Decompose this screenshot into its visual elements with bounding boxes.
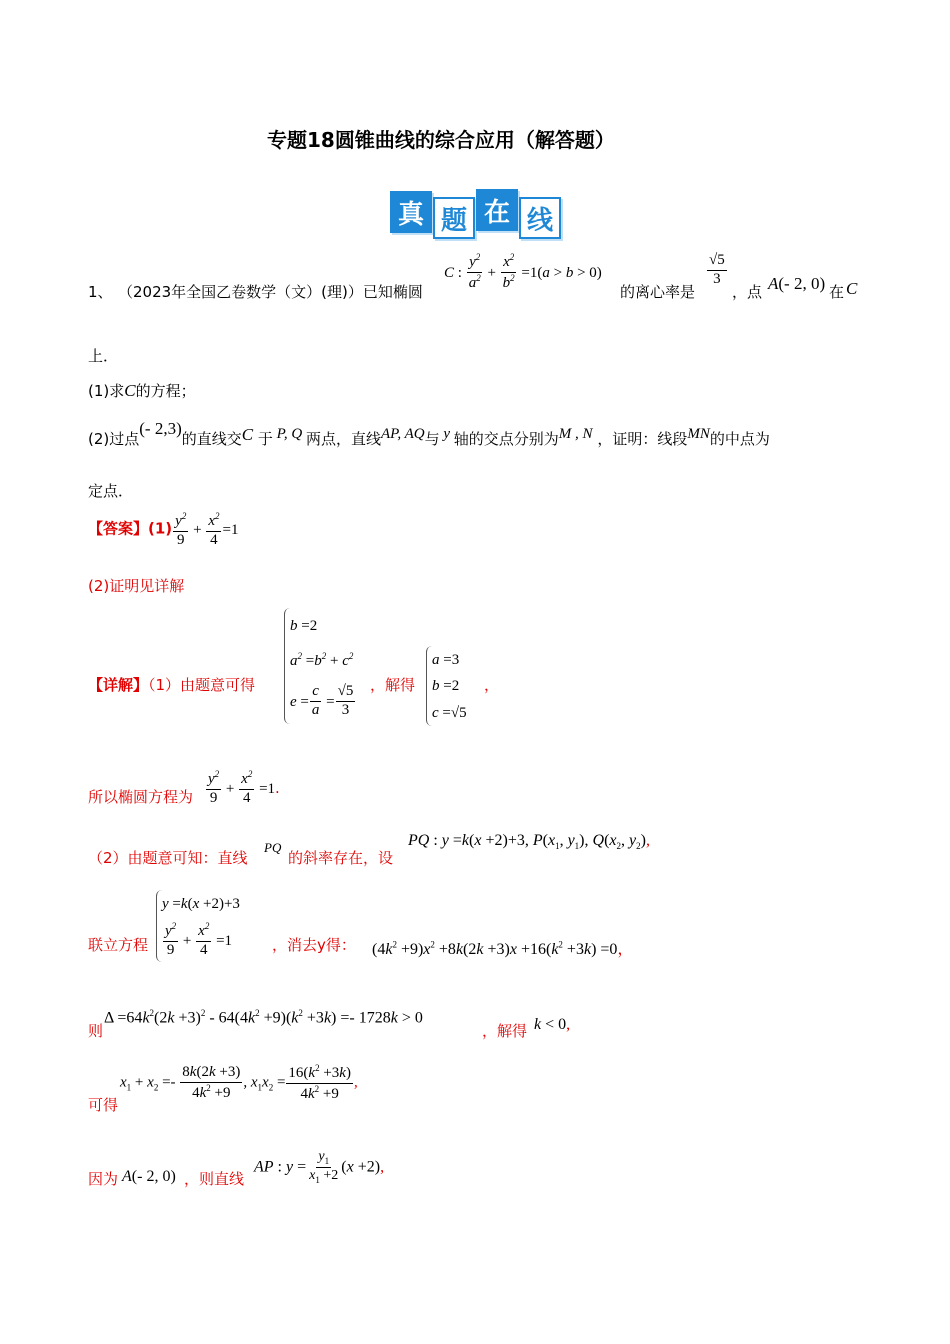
logo-char: 在 [476, 189, 518, 231]
q1-part2: (2)过点(- 2,3)的直线交C 于 P, Q 两点，直线AP, AQ与 y 轴的交点分别为M , N ，证明：线段MN的中点为 [88, 419, 770, 448]
q1-part1 [88, 380, 196, 401]
system-1: b =2 $a^2 =b^2 + c^2$ e = $\frac{c}{a}$ = $\frac{√5}{3}$ [284, 608, 356, 724]
ellipse-formula: C : $\frac{y^2}{a^2}$ + $\frac{x^2}{b^2}$ =1(a > b > 0) [444, 252, 602, 291]
answer-label: 【答案】 [88, 519, 149, 538]
part1-var: C [124, 381, 136, 400]
point-a-repeat: A(- 2, 0) [122, 1168, 176, 1185]
part2-text: 的直线交 [181, 430, 242, 448]
detail-p1-text: （1）由题意可得 [148, 676, 256, 694]
q1-part2-tail: 定点． [88, 482, 134, 500]
q1-eccentricity-text: 的离心率是 [620, 283, 696, 301]
part2-text: 两点，直线 [305, 430, 381, 448]
line-ap: AP : y = $\frac{y_1}{x_1 +2}$ (x +2), [254, 1149, 385, 1186]
because-text: 因为 [88, 1170, 119, 1188]
point-a: A(- 2, 0) [768, 274, 826, 293]
q1-point-text: ，点 [732, 283, 763, 301]
q1-number: 1、 [88, 283, 113, 301]
detail-p2-intro: （2）由题意可知：直线 [88, 849, 248, 867]
part2-text: 与 [424, 430, 440, 448]
logo [390, 187, 560, 241]
then-line-text: ，则直线 [184, 1170, 245, 1188]
k-condition: k < 0, [534, 1016, 571, 1033]
ellipse-equation-text: 所以椭圆方程为 [88, 788, 194, 806]
system-2: a =3 b =2 c =√5 [426, 646, 467, 726]
part1-tail: 的方程； [135, 382, 196, 400]
detail-label: 【详解】 [88, 676, 149, 694]
system-3: y =k(x +2)+3 $\frac{y^2}{9}$ + $\frac{x^2}{4}$ =1 [156, 890, 240, 962]
logo-char: 真 [390, 191, 432, 233]
q1-source: （2023年全国乙卷数学（文）(理)）已知椭圆 [118, 283, 423, 301]
comma: ， [484, 676, 500, 694]
line-pq: PQ : y =k(x +2)+3, $P(x_1$, $y_1$), $Q(x_2$, $y_2$), [408, 832, 650, 852]
logo-char: 线 [519, 197, 561, 239]
answer-eq-rhs: =1 [222, 521, 239, 538]
part2-text: 的中点为 [709, 430, 770, 448]
solve-k-text: ，解得 [482, 1022, 528, 1040]
logo-char: 题 [433, 197, 475, 239]
answer-part2: (2)证明见详解 [88, 577, 185, 595]
answer: 【答案】(1) $\frac{y^2}{9}$ + $\frac{x^2}{4}$ =1 [88, 511, 239, 548]
part2-text: 于 [257, 430, 273, 448]
eccentricity-value: $\frac{√5}{3}$ [709, 252, 725, 287]
simultaneous-text: 联立方程 [88, 936, 149, 954]
then-text: 则 [88, 1022, 104, 1040]
discriminant: $\Delta =64k^2(2k +3)^2 - 64(4k^2 +9)(k^2 +3k) =- 1728k > 0$ [104, 1008, 423, 1027]
q1-line2: 上． [88, 347, 119, 365]
vieta-formulas: $x_1 + x_2$ =- $\frac{8k(2k +3)}{4k^2 +9}$ , $x_1x_2$ = $\frac{16(k^2 +3k)}{4k^2 +9}$ , [120, 1063, 358, 1102]
part2-text: 轴的交点分别为 [453, 430, 559, 448]
ellipse-equation: $\frac{y^2}{9}$ + $\frac{x^2}{4}$ =1. [208, 769, 280, 806]
solved-text: ，解得 [370, 676, 416, 694]
part2-text: ，证明：线段 [597, 430, 688, 448]
detail-part1 [88, 674, 255, 695]
slope-text: 的斜率存在，设 [288, 849, 394, 867]
answer-part1-label: (1) [148, 519, 173, 538]
obtain-text: 可得 [88, 1096, 119, 1114]
eliminate-text: ，消去y得： [272, 936, 356, 954]
quadratic-equation: $(4k^2 +9)x^2 +8k(2k +3)x +16(k^2 +3k) =0$， [372, 939, 634, 958]
pq-label: PQ [264, 840, 282, 855]
part2-label: (2)过点 [88, 430, 140, 448]
part1-label: (1)求 [88, 382, 125, 400]
ellipse-name: C [846, 279, 858, 298]
page-title: 专题18圆锥曲线的综合应用（解答题） [267, 128, 615, 152]
q1-on-text: 在 [829, 283, 845, 301]
